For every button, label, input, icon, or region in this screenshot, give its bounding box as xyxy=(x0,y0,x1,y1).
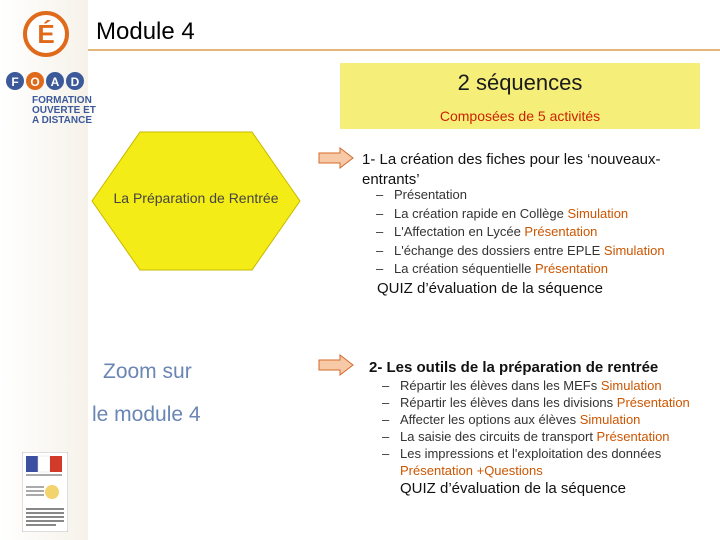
ministry-logo-icon xyxy=(22,452,68,532)
foad-letter-f: F xyxy=(11,75,19,89)
foad-letters-icon xyxy=(6,72,86,94)
foad-caption-line: FORMATION xyxy=(32,95,92,106)
sequence1-list xyxy=(376,186,665,279)
item-tag[interactable]: Présentation xyxy=(596,429,670,444)
item-text: Présentation xyxy=(394,187,467,202)
item-tag[interactable]: Simulation xyxy=(603,242,665,258)
item-tag[interactable]: Présentation xyxy=(534,261,608,276)
list-item: – L'Affectation en Lycée Présentation xyxy=(376,224,598,239)
item-text: Répartir les élèves dans les divisions xyxy=(400,395,617,410)
sequence1-title: 1- La création des fiches pour les ‘nouveaux-entrants’ xyxy=(362,151,661,188)
item-text: Répartir les élèves dans les MEFs xyxy=(400,378,601,393)
arrow-right-icon xyxy=(318,147,354,169)
quiz-link-sequence2[interactable]: QUIZ d’évaluation de la séquence xyxy=(400,480,626,497)
zoom-label: Zoom sur xyxy=(103,360,192,383)
item-text: L'Affectation en Lycée xyxy=(394,224,525,239)
list-item: – La création rapide en Collège Simulation xyxy=(376,205,629,221)
header-title: 2 séquences xyxy=(457,70,583,95)
list-item: – Les impressions et l'exploitation des données xyxy=(382,446,662,461)
foad-letter-d: D xyxy=(70,75,80,89)
header-subtitle: Composées de 5 activités xyxy=(439,108,601,124)
sequence2-list xyxy=(382,377,690,479)
sequence2-title: 2- Les outils de la préparation de rentrée xyxy=(369,359,659,376)
zoom-label: le module 4 xyxy=(92,403,201,426)
list-item-continuation xyxy=(382,462,690,479)
item-tag[interactable]: Présentation +Questions xyxy=(400,463,543,478)
item-tag[interactable]: Présentation xyxy=(524,224,598,239)
slide-title: Module 4 xyxy=(96,18,195,45)
list-item: – Répartir les élèves dans les MEFs Simulation xyxy=(382,378,662,393)
list-item: – La création séquentielle Présentation xyxy=(376,261,608,276)
quiz-link-sequence1[interactable]: QUIZ d’évaluation de la séquence xyxy=(377,280,603,297)
list-item: – Affecter les options aux élèves Simulation xyxy=(382,412,641,427)
foad-caption-line: OUVERTE ET xyxy=(32,105,96,116)
foad-caption-line: A DISTANCE xyxy=(32,115,92,126)
foad-letter-a: A xyxy=(50,75,60,89)
arrow-right-icon xyxy=(318,354,354,376)
item-text: La création rapide en Collège xyxy=(394,205,568,221)
list-item: – Présentation xyxy=(376,187,467,202)
title-underline xyxy=(88,49,720,51)
item-tag[interactable]: Présentation xyxy=(616,395,690,410)
item-text: L'échange des dossiers entre EPLE xyxy=(394,242,604,258)
hexagon-label: La Préparation de Rentrée xyxy=(113,190,279,206)
logo-letter: É xyxy=(37,19,55,49)
item-tag[interactable]: Simulation xyxy=(600,378,662,393)
list-item: – L'échange des dossiers entre EPLE Simulation xyxy=(376,242,665,258)
item-tag[interactable]: Simulation xyxy=(579,412,641,427)
eduction-logo-icon xyxy=(22,10,70,58)
item-text: La saisie des circuits de transport xyxy=(400,429,597,444)
foad-letter-o: O xyxy=(30,75,40,89)
item-text: Affecter les options aux élèves xyxy=(400,412,580,427)
list-item: – La saisie des circuits de transport Présentation xyxy=(382,429,670,444)
foad-caption xyxy=(32,96,96,126)
list-item: – Répartir les élèves dans les divisions Présentation xyxy=(382,395,690,410)
item-tag[interactable]: Simulation xyxy=(567,205,629,221)
item-text: La création séquentielle xyxy=(394,261,535,276)
item-text: Les impressions et l'exploitation des données xyxy=(400,446,662,461)
